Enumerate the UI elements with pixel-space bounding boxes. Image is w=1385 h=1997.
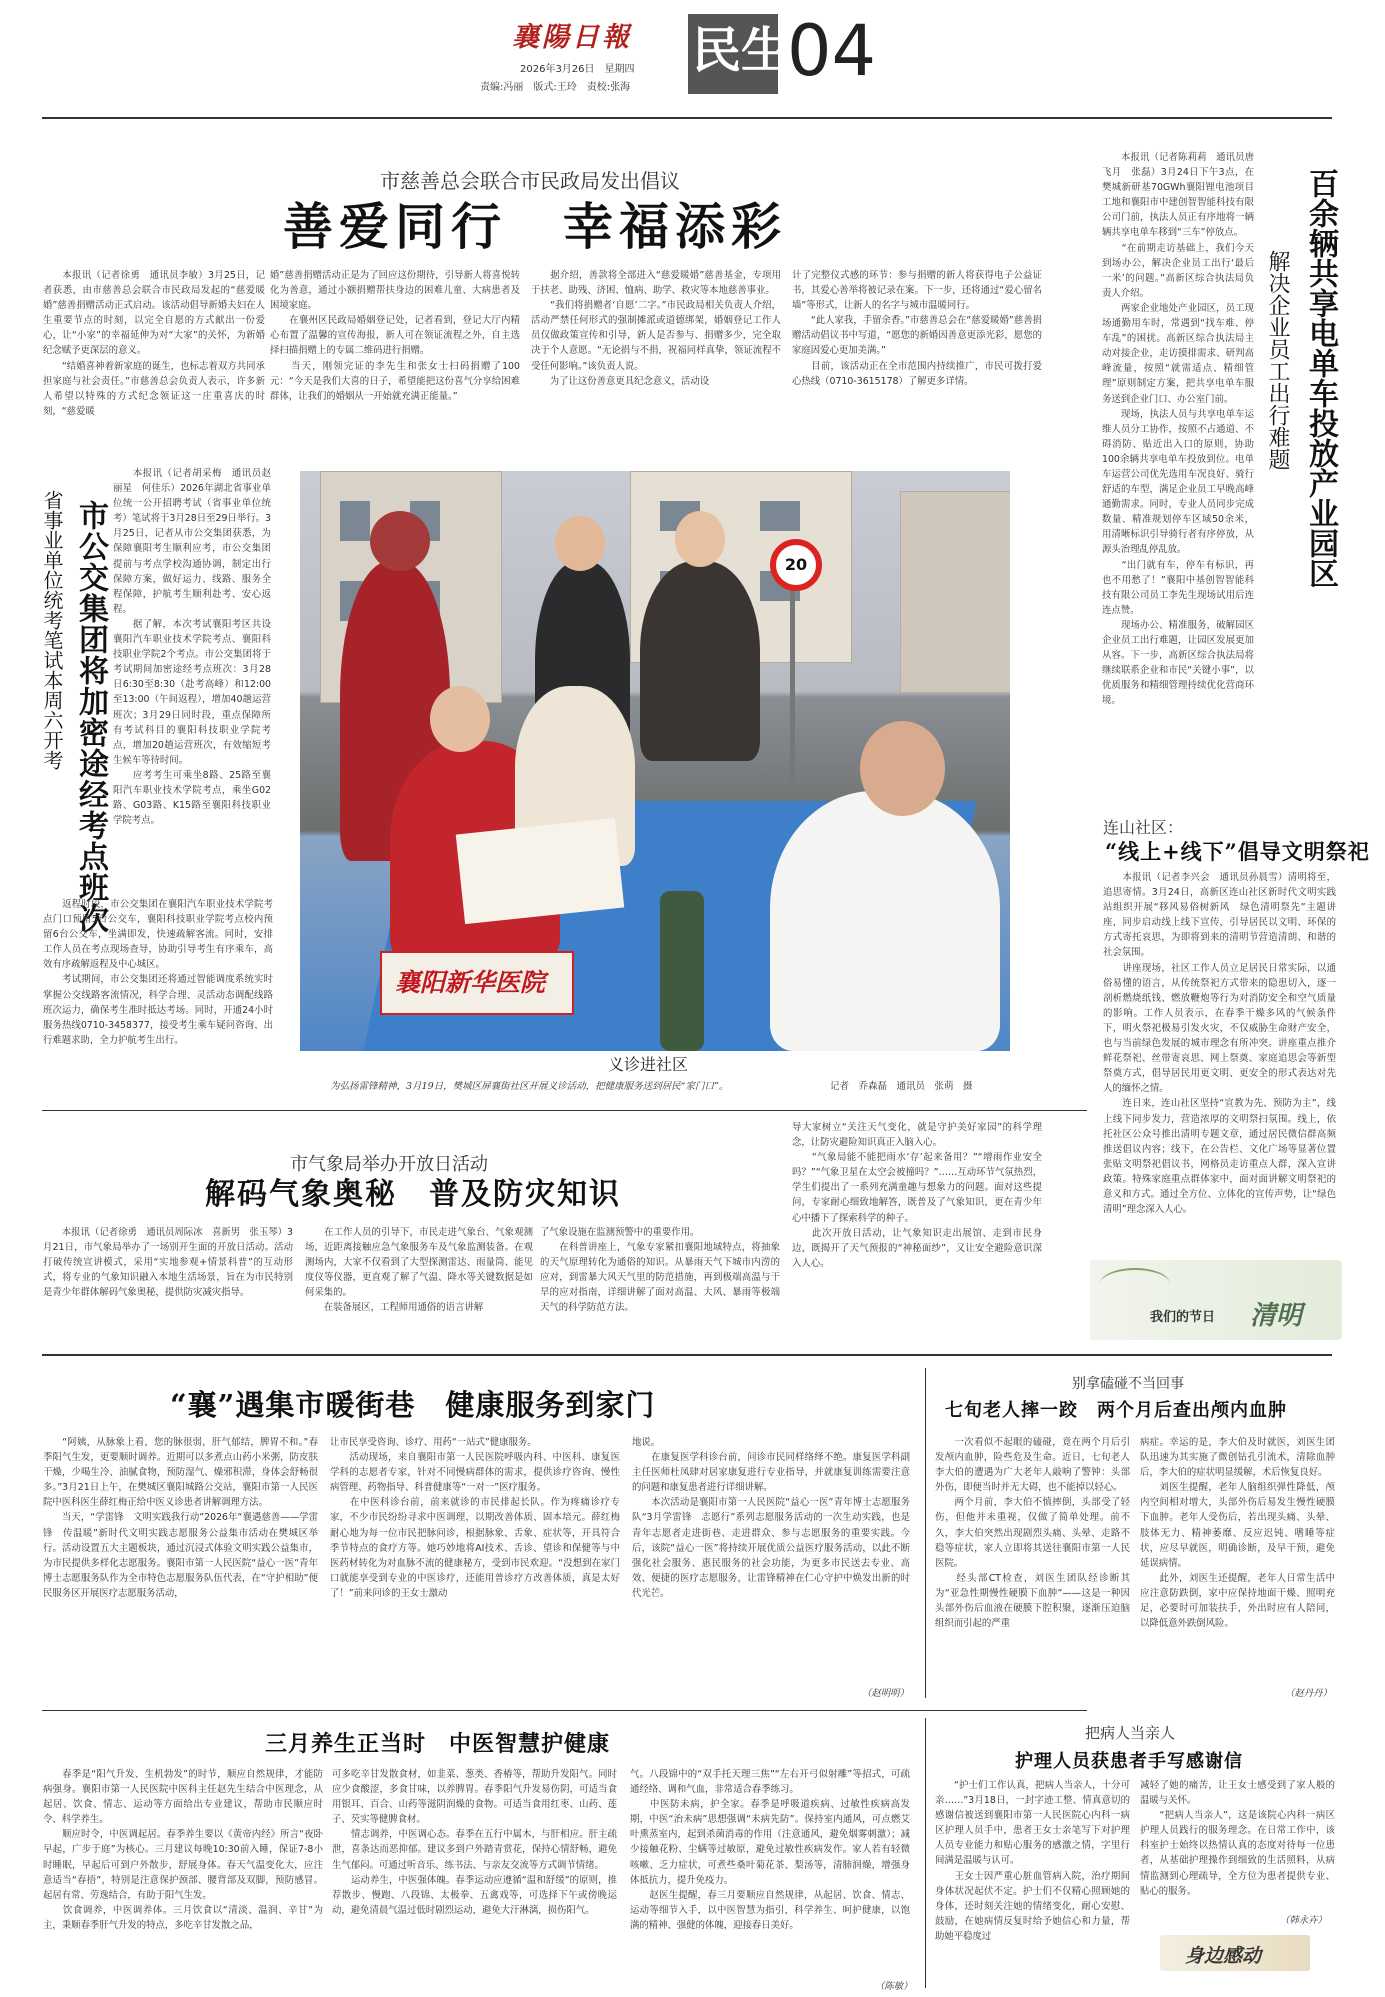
nurse-col-1: “护士们工作认真，把病人当亲人，十分可亲……”3月18日，一封字迹工整、情真意切的感谢信被送到襄阳市第一人民医院心内科一病区护理人员手中，患者王女士亲笔写下对护理人员专业能力和贴心服务的感激之情，字里行间满是温暖与认可。 王女士因严重心脏血管病入院，治疗期间身体状况起伏不定。护士们不仅精心照顾她的身体，还时刻关注她的情绪变化，耐心安慰、鼓励，在她病情反复时给予她信心和力量，帮助她平稳度过 <box>935 1780 1130 1942</box>
window <box>340 501 370 541</box>
masthead-editors: 责编:冯丽 版式:王玲 责校:张海 <box>480 82 631 93</box>
masthead-date: 2026年3月26日 星期四 <box>520 64 635 75</box>
accident-col-2: 病症。幸运的是，李大伯及时就医，刘医生团队迅速为其实施了微创钻孔引流术，清除血肿后，李大伯的症状明显缓解，术后恢复良好。 刘医生提醒，老年人脑组织弹性降低，颅内空间相对增大，头部外伤后易发生慢性硬膜下血肿。老年人受伤后，若出现头痛、头晕、肢体无力、精神萎靡、反应迟钝、嗜睡等症状，应尽早就医，明确诊断，及早干预，避免延误病情。 此外，刘医生还提醒，老年人日常生活中应注意防跌倒，家中应保持地面干燥、照明充足，必要时可加装扶手，外出时应有人陪同，以降低意外跌倒风险。 <box>1140 1437 1335 1630</box>
window <box>760 501 800 531</box>
accident-col-1: 一次看似不起眼的磕碰，竟在两个月后引发颅内血肿，险些危及生命。近日，七旬老人李大伯的遭遇为广大老年人敲响了警钟：头部外伤，即便当时并无大碍，也不能掉以轻心。 两个月前，李大伯不慎摔倒，头部受了轻伤，但他并未重视，仅做了简单处理。前不久，李大伯突然出现剧烈头痛、头晕、走路不稳等症状，家人立即将其送往襄阳市第一人民医院。 经头部CT检查，刘医生团队经诊断其为“亚急性期慢性硬膜下血肿”——这是一种因头部外伤后血液在硬膜下腔积聚，逐渐压迫脑组织而引起的严重 <box>935 1437 1130 1630</box>
top-story-headline: 善爱同行 幸福添彩 <box>283 197 787 256</box>
nurse-col-2: 减轻了她的痛苦，让王女士感受到了家人般的温暖与关怀。 “把病人当亲人”，这是该院心内科一病区护理人员践行的服务理念。在日常工作中，该科室护士始终以热情认真的态度对待每一位患者，从基础护理操作到细致的生活照料，从病情监测到心理疏导，全方位为患者提供专业、贴心的服务。 <box>1140 1780 1335 1897</box>
health-headline: 三月养生正当时 中医智慧护健康 <box>265 1731 611 1757</box>
person-head <box>555 516 605 571</box>
weather-headline: 解码气象奥秘 普及防灾知识 <box>205 1177 621 1212</box>
person-head <box>860 721 945 816</box>
top-story-kicker: 市慈善总会联合市民政局发出倡议 <box>380 169 680 193</box>
photo-caption-title: 义诊进社区 <box>608 1055 689 1074</box>
weather-col-4: 导大家树立“关注天气变化，就是守护美好家园”的科学理念，让防灾避险知识真正入脑入心。 “气象局能不能把雨水‘存’起来备用？”“增雨作业安全吗？”“气象卫星在太空会被撞吗？”……互动环节气氛热烈，学生们提出了一系列充满童趣与想象力的问题。面对这些提问，专家耐心细致地解答，既普及了气象知识，更在青少年心中播下了探索科学的种子。 此次开放日活动，让气象知识走出展馆、走到市民身边，既揭开了天气预报的“神秘面纱”，又让安全避险意识深入人心。 <box>792 1122 1042 1269</box>
accident-headline: 七旬老人摔一跤 两个月后查出颅内血肿 <box>945 1400 1287 1421</box>
health-byline: （陈敏） <box>875 1981 913 1992</box>
nurse-divider <box>925 1718 926 1988</box>
festival-badge-willow-icon <box>1100 1268 1170 1300</box>
fair-col-1: “阿姨，从脉象上看，您的脉很弱，肝气郁结，脾胃不和。”春季阳气生发，更要顺时调养。近期可以多煮点山药小米粥，防皮肤干燥，少喝生冷、油腻食物，预防湿气、燥邪积滞，身体会舒畅很多。”3月21日上午，在樊城区襄阳城路公交站，襄阳市第一人民医院中医科医生薛红梅正给中医义诊患者讲解调理方法。 当天，“学雷锋 文明实践我行动”2026年“襄遇慈善——学雷锋 传温暖”新时代文明实践志愿服务公益集市活动在樊城区举行。活动设置五大主题板块，通过沉浸式体验文明实践公益集市，为市民提供多样化志愿服务。襄阳市第一人民医院“益心一医”青年博士志愿服务队作为全市特色志愿服务队伍代表，在“守护相助”便民服务区开展医疗志愿服务活动， <box>43 1437 318 1599</box>
speed-limit-sign <box>770 539 822 591</box>
health-top-rule <box>42 1710 1087 1711</box>
ebike-story-title: 百余辆共享电单车投放产业园区 <box>1303 168 1338 588</box>
building <box>900 491 1010 693</box>
doctor-white-coat <box>770 791 1000 1051</box>
health-col-2: 可多吃辛甘发散食材，如韭菜、葱类、香椿等，帮助升发阳气。同时应少食酸涩，多食甘味，以养脾胃。春季阳气升发易伤阴，可适当食用银耳、百合、山药等滋阴润燥的食物。可适当食用红枣、山药、莲子、芡实等健脾食材。 情志调养，中医调心态。春季在五行中属木，与肝相应。肝主疏泄，喜条达而恶抑郁。建议多到户外踏青赏花，保持心情舒畅，避免生气郁闷。可通过听音乐、练书法、与亲友交流等方式调节情绪。 运动养生，中医强体魄。春季运动应遵循“温和舒缓”的原则，推荐散步、慢跑、八段锦、太极拳、五禽戏等，可选择下午或傍晚运动，避免清晨气温过低时剧烈运动，避免大汗淋漓，损伤阳气。 <box>332 1769 617 1916</box>
top-story-col-2: 婚”慈善捐赠活动正是为了回应这份期待，引导新人将喜悦转化为善意，通过小额捐赠帮扶身边的困难儿童、大病患者及困境家庭。 在襄州区民政局婚姻登记处，记者看到，登记大厅内精心布置了温馨的宣传海报，新人可在领证流程之外，自主选择扫描捐赠上的专属二维码进行捐赠。 当天，刚领完证的李先生和张女士扫码捐赠了100元：“今天是我们大喜的日子，希望能把这份喜气分享给困难群体，让我们的婚姻从一开始就充满正能量。” <box>270 270 520 402</box>
health-col-3: 气。八段锦中的“双手托天理三焦”“左右开弓似射雕”等招式，可疏通经络、调和气血，非常适合春季练习。 中医防未病，护全家。春季是呼吸道疾病、过敏性疾病高发期，中医“治未病”思想强调“未病先防”。保持室内通风，可点燃艾叶熏蒸室内，起到杀菌消毒的作用（注意通风，避免烟雾刺激）；减少接触花粉、尘螨等过敏原，避免过敏性疾病发作。家人若有轻微咳嗽、乏力症状，可煮些桑叶菊花茶、梨汤等，清肺润燥，增强身体抵抗力，提升免疫力。 赵医生提醒，春三月要顺应自然规律，从起居、饮食、情志、运动等细节入手，以中医智慧为指引，科学养生、呵护健康，以饱满的精神、强健的体魄，迎接春日美好。 <box>630 1769 910 1931</box>
fair-top-rule <box>42 1354 1332 1356</box>
fair-byline: （赵明明） <box>862 1688 909 1699</box>
health-col-1: 春季是“阳气升发、生机勃发”的时节，顺应自然规律，才能防病强身。襄阳市第一人民医院中医科主任赵先生结合中医理念，从起居、饮食、情志、运动等方面给出专业建议，帮助市民顺应时令、科学养生。 顺应时令，中医调起居。春季养生要以《黄帝内经》所言“夜卧早起，广步于庭”为核心。三月建议每晚10:30前入睡，保证7-8小时睡眠，早起后可到户外散步，舒展身体。春天气温变化大，应注意适当“春捂”，特别是注意保护颈部、腰背部及双脚，预防感冒。起居有常、劳逸结合，有助于阳气生发。 饮食调养，中医调养体。三月饮食以“清淡、温润、辛甘”为主，秉顺春季肝气升发的特点，多吃辛甘发散之品， <box>43 1769 323 1931</box>
ebike-story-subtitle: 解决企业员工出行难题 <box>1265 250 1290 470</box>
festival-badge-right: 清明 <box>1250 1301 1303 1331</box>
leaflet <box>456 818 625 924</box>
fair-col-2: 让市民享受咨询、诊疗、用药“一站式”健康服务。 活动现场，来自襄阳市第一人民医院呼吸内科、中医科、康复医学科的志愿者专家，针对不同慢病群体的需求，提供诊疗咨询、慢性病管理、药物指导、科普健康等“一对一”医疗服务。 在中医科诊台前，前来就诊的市民排起长队。作为疼痛诊疗专家，不少市民纷纷寻求中医调理，以期改善体质、固本培元。薛红梅耐心地为每一位市民把脉问诊，根据脉象、舌象、症状等，开具符合季节特点的食疗方等。她巧妙地将AI技术、舌诊、望诊和保健等与中医药材转化为对血脉不流的健康秘方，受到市民欢迎。“没想到在家门口就能享受到专业的中医诊疗，还能用普诊疗方改善体质，真是太好了！”前来问诊的王女士激动 <box>330 1437 620 1599</box>
lianshan-kicker: 连山社区： <box>1103 818 1184 837</box>
bus-story-subtitle: 省事业单位统考笔试本周六开考 <box>40 490 64 770</box>
top-story-col-3: 据介绍，善款将全部进入“慈爱暖婚”慈善基金，专项用于扶老、助残、济困、恤病、助学、救灾等本地慈善事业。 “我们将捐赠者‘自愿’二字。”市民政局相关负责人介绍，活动严禁任何形式的强制摊派或道德绑架，婚姻登记工作人员仅做政策宣传和引导，新人是否参与、捐赠多少，完全取决于个人意愿。“无论捐与不捐，祝福同样真挚，领证流程不受任何影响。”该负责人说。 为了让这份善意更具纪念意义，活动设 <box>531 270 781 387</box>
community-clinic-photo <box>300 471 1010 1051</box>
fair-col-3: 地说。 在康复医学科诊台前，问诊市民同样络绎不绝。康复医学科副主任医师杜凤肆对居家康复进行专业指导，并就康复训练需要注意的问题和康复患者进行详细讲解。 本次活动是襄阳市第一人民医院“益心一医”青年博士志愿服务队“3月学雷锋 志愿行”系列志愿服务活动的一次生动实践，也是青年志愿者走进街巷、走进群众、参与志愿服务的重要实践。今后，该院“益心一医”将持续开展优质公益医疗服务活动，以此不断强化社会服务、惠民服务的社会功能，为更多市民送去专业、高效、便捷的医疗志愿服务，让雷锋精神在仁心守护中焕发出新的时代光芒。 <box>632 1437 910 1599</box>
bus-story-title: 市公交集团将加密途经考点班次 <box>73 500 108 934</box>
masthead-rule <box>42 117 1332 119</box>
top-story-col-1: 本报讯（记者徐勇 通讯员李敏）3月25日，记者获悉，由市慈善总会联合市民政局发起的“慈爱暖婚”慈善捐赠活动正式启动。该活动倡导新婚夫妇在人生重要节点的时刻，以完全自愿的方式献出一份爱心，让“小家”的幸福延伸为对“大家”的关怀，为新婚纪念赋予更深层的意义。 “结婚喜神着新家庭的诞生，也标志着双方共同承担家庭与社会责任。”市慈善总会负责人表示，许多新人希望以特殊的方式纪念领证这一庄重喜庆的时刻，“慈爱暖 <box>43 270 265 417</box>
accident-kicker: 别拿磕碰不当回事 <box>1072 1376 1184 1392</box>
weather-col-1: 本报讯（记者徐勇 通讯员周际冰 喜新男 张玉琴）3月21日，市气象局举办了一场别开生面的开放日活动。活动打破传统宣讲模式，采用“实地参观+情景科普”的互动形式，将专业的气象知识融入本地生活场景，旨在为市民特别是青少年群体解码气象奥秘，提供防灾减灾指导。 <box>43 1227 293 1299</box>
nurse-byline: （韩永卉） <box>1280 1915 1327 1926</box>
weather-col-3: 了气象设施在监测预警中的重要作用。 在科普讲座上，气象专家紧扣襄阳地域特点，将抽象的天气原理转化为通俗的知识。从暴雨天气下城市内涝的应对，到雷暴大风天气里的防范措施，再到极端高温与干旱的应对指南，详细讲解了面对高温、大风、暴雨等极端天气的科学防范方法。 <box>540 1227 780 1314</box>
weather-col-2: 在工作人员的引导下，市民走进气象台、气象观测场，近距离接触应急气象服务车及气象监测装备。在观测场内，大家不仅看到了大型探测雷达、雨量筒、能见度仪等仪器，更直观了解了气温、降水等关键数据是如何采集的。 在装备展区，工程师用通俗的语言讲解 <box>305 1227 533 1314</box>
person-head <box>370 511 430 571</box>
bus-story-col-wide: 返程时段，市公交集团在襄阳汽车职业技术学院考点门口预留5台公交车，襄阳科技职业学院考点校内预留6台公交车，坐满即发，快速疏解客流。同时，安排工作人员在考点现场查导，协助引导考生有序乘车，高效有序疏解返程及中心城区。 考试期间，市公交集团还将通过智能调度系统实时掌握公交线路客流情况，科学合理、灵活动态调配线路班次运力，确保考生准时抵达考场。同时，开通24小时服务热线0710-3458377，接受考生乘车疑问咨询、出行难题求助，全力护航考生出行。 <box>43 899 273 1046</box>
paper-name: 襄陽日報 <box>512 22 632 53</box>
top-story-col-4: 计了完整仪式感的环节：参与捐赠的新人将获得电子公益证书，其爱心善举将被记录在案。下一步，还将通过“爱心留名墙”等形式，让新人的名字与城市温暖同行。 “此人家我，手留余香。”市慈善总会在“慈爱暖婚”慈善捐赠活动倡议书中写道，“愿您的新婚因善意更添光彩，愿您的家庭因爱心更加美满。” 目前，该活动正在全市范围内持续推广，市民可拨打爱心热线（0710-3615178）了解更多详情。 <box>792 270 1042 387</box>
speed-limit-number: 20 <box>784 555 808 574</box>
traffic-sign-pole <box>790 561 795 781</box>
page-number: 04 <box>787 10 877 92</box>
person-head <box>430 686 490 752</box>
weather-top-rule <box>42 1110 1087 1111</box>
photo-credit: 记者 乔森磊 通讯员 张萌 摄 <box>830 1081 973 1092</box>
masthead <box>0 0 1385 115</box>
photo-caption: 为弘扬雷锋精神，3月19日，樊城区屏襄街社区开展义诊活动，把健康服务送到居民“家门口”。 <box>330 1081 729 1092</box>
nurse-badge-text: 身边感动 <box>1185 1945 1262 1967</box>
thermos-bottle <box>660 891 704 1051</box>
woman-black-coat <box>640 561 760 761</box>
hospital-banner-text: 襄阳新华医院 <box>395 968 546 997</box>
nurse-kicker: 把病人当亲人 <box>1085 1724 1176 1742</box>
bus-story-col-narrow: 本报讯（记者胡采梅 通讯员赵丽星 何佳乐）2026年湖北省事业单位统一公开招聘考试（省事业单位统考）笔试将于3月28日至29日举行。3月25日，记者从市公交集团获悉，为保障襄阳考生顺利应考，市公交集团提前与考点学校沟通协调，制定出行保障方案，做好运力、线路、服务全程保障，护航考生顺利赴考、安心返程。 据了解，本次考试襄阳考区共设襄阳汽车职业技术学院考点、襄阳科技职业学院2个考点。市公交集团将于考试期间加密途经考点班次：3月28日6:30至8:30（赴考高峰）和12:00至13:00（午间返程），增加40趟运营班次；3月29日同时段，重点保障所有考试科目的襄阳科技职业学院考点，增加20趟运营班次，有效缩短考生候车等待时间。 应考考生可乘坐8路、25路至襄阳汽车职业技术学院考点，乘坐G02路、G03路、K15路至襄阳科技职业学院考点。 <box>113 468 271 827</box>
ebike-story-text-narrow: 本报讯（记者陈莉莉 通讯员唐飞月 张磊）3月24日下午3点，在樊城新研基70GWh襄阳锂电池项目工地和襄阳市中建创智智能科技有限公司门前，执法人员正有序地将一辆辆共享电单车移到“三车”停放点。 “在前期走访基础上，我们今天到场办公，解决企业员工出行‘最后一米’的问题。”高新区综合执法局负责人介绍。 两家企业地处产业园区，员工现场通勤用车时，常遇到“找车难、停车乱”的困扰。高新区综合执法局主动对接企业，走访摸排需求、研判高峰流量，按照“就需适点、精细管理”原则制定方案，把共享电单车服务送到企业门口、办公室门前。 现场，执法人员与共享电单车运维人员分工协作，按照不占通道、不碍消防、贴近出入口的原则，协助100余辆共享电单车投放到位。电单车运营公司优先选用车况良好、骑行舒适的车型，满足企业员工早晚高峰通勤需求。同时，专业人员同步完成数量、精准规划停车区域50余米，用清晰标识引导骑行者有序停放，从源头治理乱停乱放。 “出门就有车，停车有标识，再也不用愁了！”襄阳中基创智智能科技有限公司员工李先生现场试用后连连点赞。 现场办公、精准服务，破解园区企业员工出行难题，让园区发展更加从容。下一步，高新区综合执法局将继续联系企业和市民“关键小事”，以优质服务和精细管理持续优化营商环境。 <box>1102 152 1254 707</box>
lianshan-headline: “线上+线下”倡导文明祭祀 <box>1105 839 1370 864</box>
accident-byline: （赵丹丹） <box>1285 1688 1332 1699</box>
fair-headline: “襄”遇集市暖街巷 健康服务到家门 <box>170 1388 656 1422</box>
festival-badge-left: 我们的节日 <box>1150 1310 1216 1325</box>
section-name: 民生 <box>692 22 791 79</box>
lianshan-text: 本报讯（记者李兴会 通讯员孙晨雪）清明将至，追思寄情。3月24日，高新区连山社区新时代文明实践站组织开展“移风易俗树新风 绿色清明祭先”主题讲座，同步启动线上线下宣传，引导居民以文明、环保的方式寄托哀思，为即将到来的清明节营造清朗、和谐的社会氛围。 讲座现场，社区工作人员立足居民日常实际，以通俗易懂的语言，从传统祭祀方式带来的隐患切入，逐一剖析燃烧纸钱、燃放鞭炮等行为对消防安全和空气质量的影响。工作人员表示，在春季干燥多风的气候条件下，明火祭祀极易引发火灾，不仅威胁生命财产安全，也与当前绿色发展的城市理念有所冲突。讲座重点推介鲜花祭祀、丝带寄哀思、网上祭奠、家庭追思会等新型祭奠方式，倡导居民用更文明、更安全的形式表达对先人的缅怀之情。 连日来，连山社区坚持“宣教为先、预防为主”，线上线下同步发力，营造浓厚的文明祭扫氛围。线上，依托社区公众号推出清明专题文章，通过居民微信群高频推送倡议内容；线下，在公告栏、文化广场等显著位置张贴文明祭祀倡议书，网格员走访重点人群，深入宣讲政策。特殊家庭重点群体家中，面对面讲解文明祭祀的意义和方式。通过全方位、立体化的宣传声势，让“绿色清明”理念深入人心。 <box>1103 872 1336 1216</box>
person-head <box>675 511 725 567</box>
accident-divider <box>925 1368 926 1698</box>
weather-kicker: 市气象局举办开放日活动 <box>290 1154 488 1175</box>
nurse-headline: 护理人员获患者手写感谢信 <box>1015 1751 1243 1772</box>
